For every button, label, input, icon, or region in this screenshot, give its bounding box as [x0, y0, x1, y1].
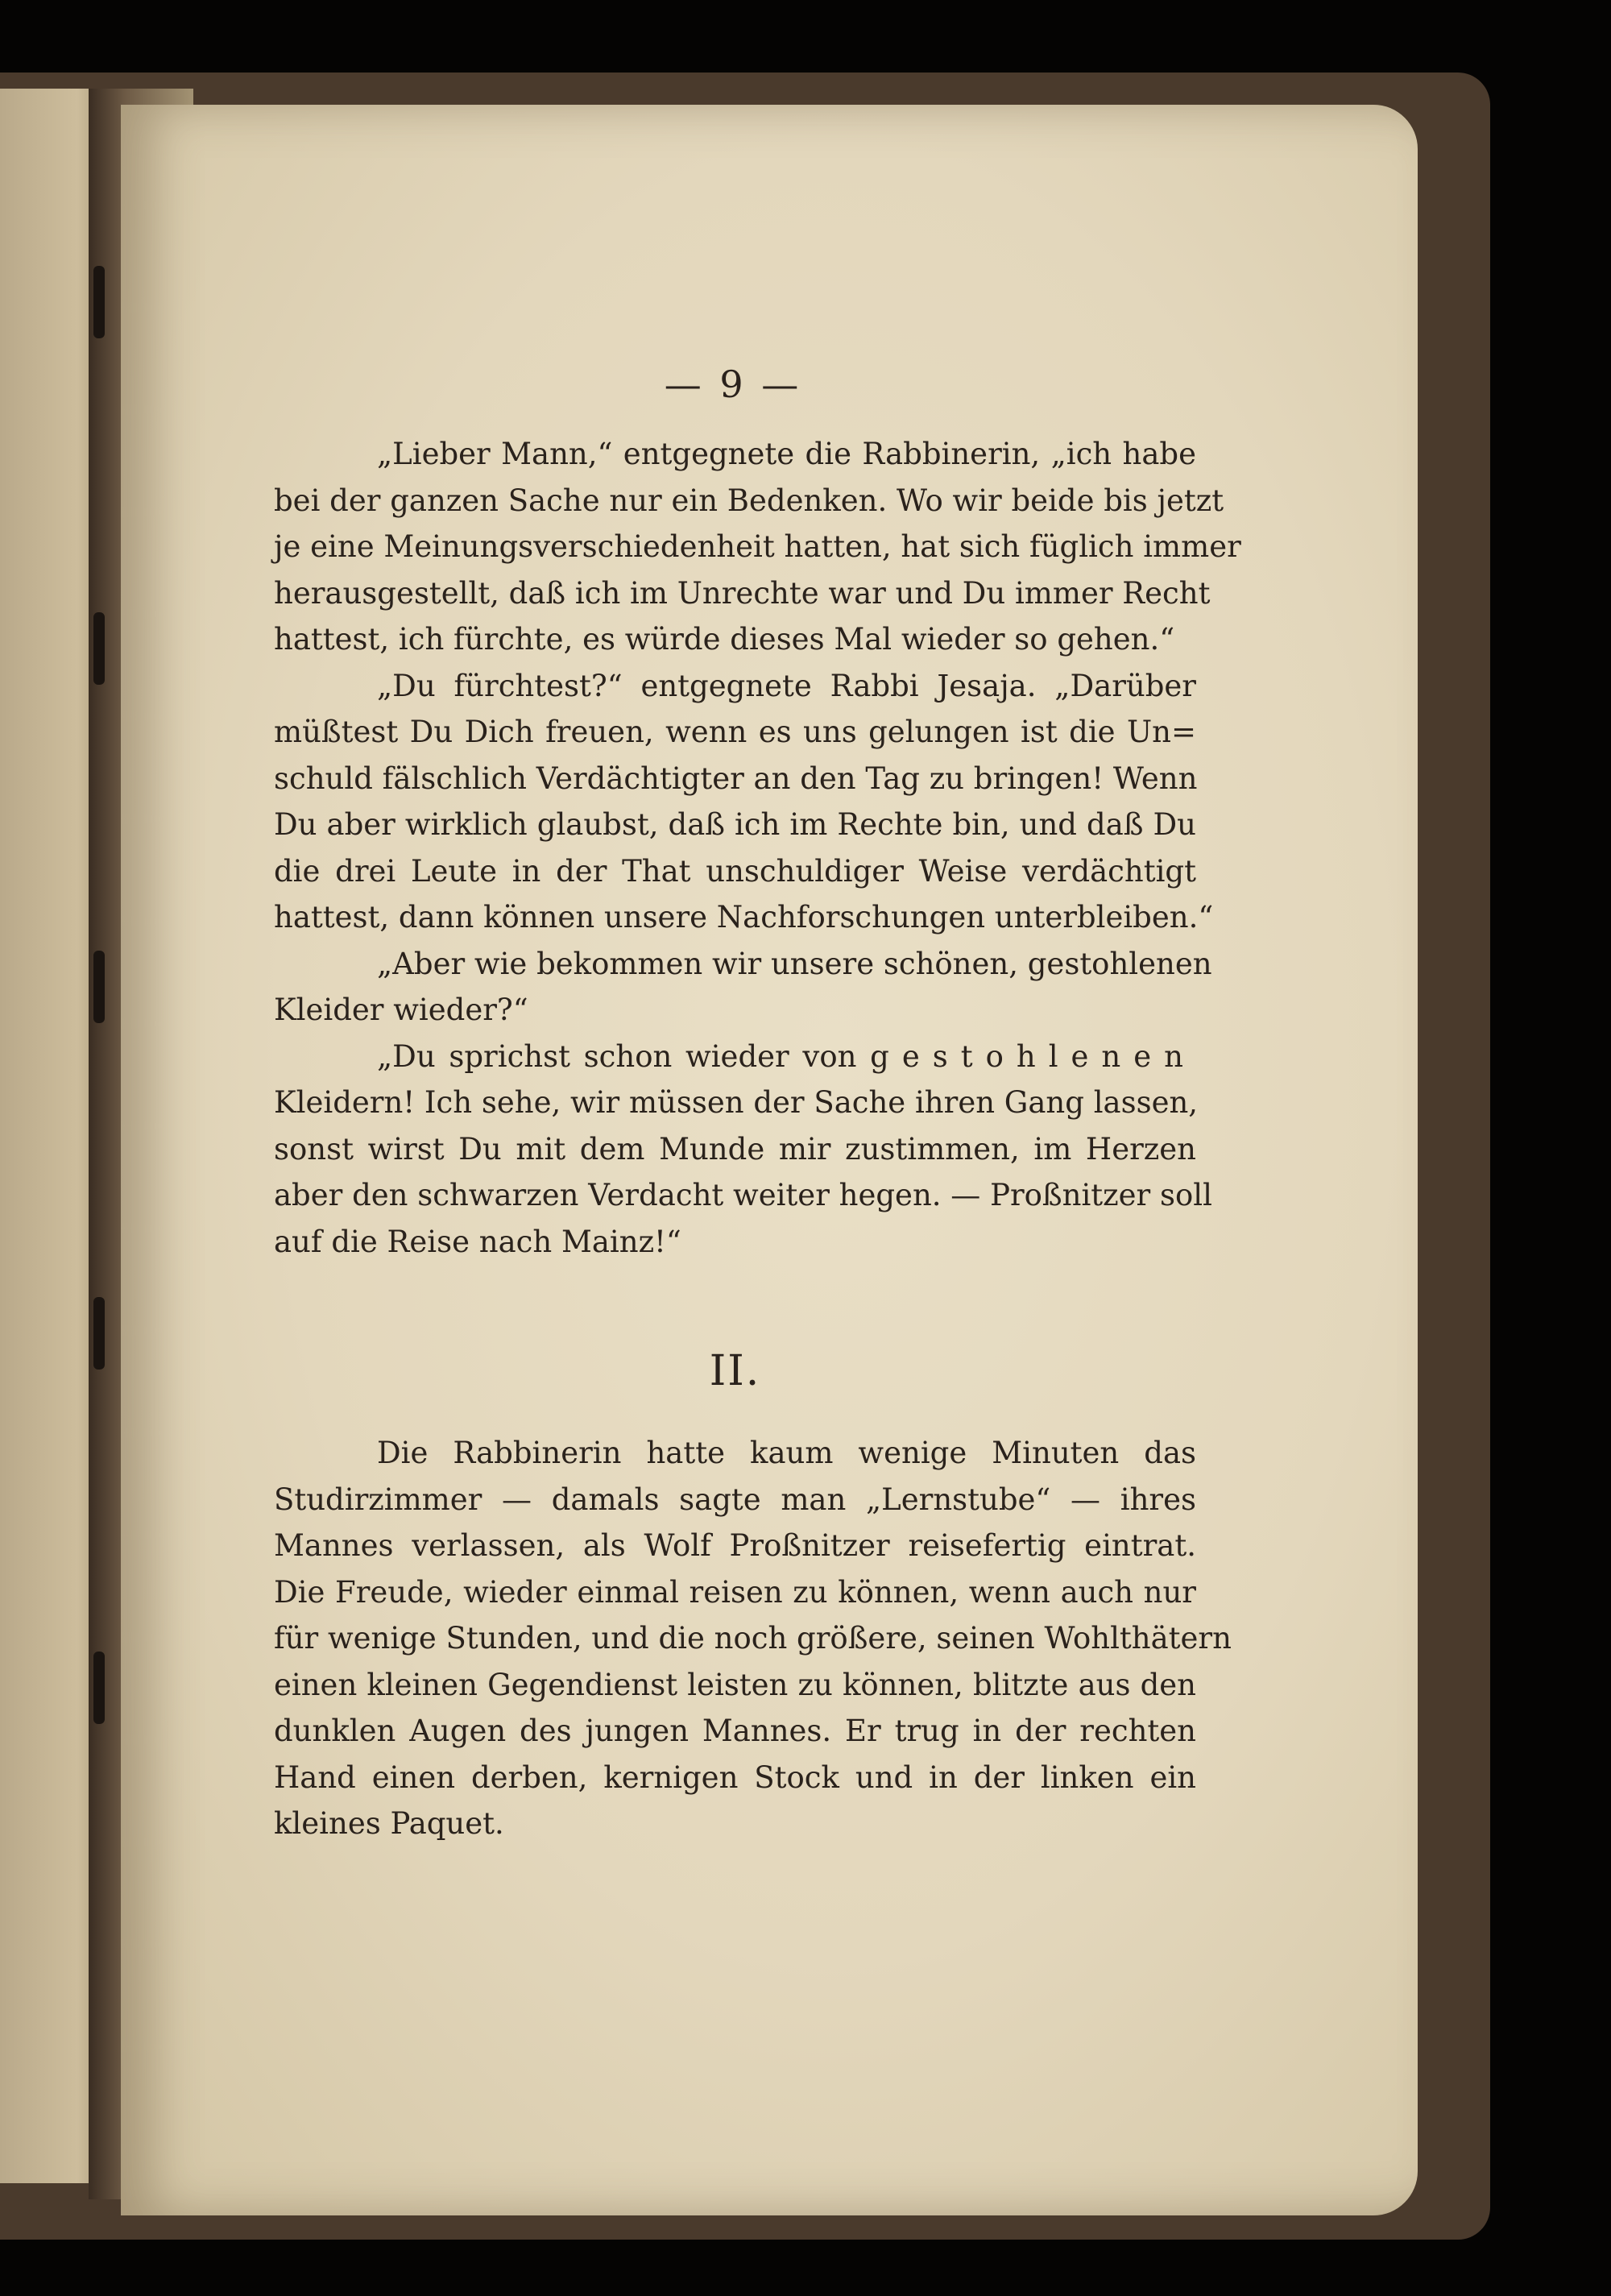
- binding-thread-mark: [93, 951, 105, 1023]
- text-line: kleines Paquet.: [274, 1806, 504, 1841]
- text-line: für wenige Stunden, und die noch größere, seinen Wohlthätern: [274, 1621, 1232, 1656]
- binding-thread-mark: [93, 612, 105, 685]
- text-line: Du aber wirklich glaubst, daß ich im Rechte bin, und daß Du: [274, 807, 1196, 842]
- text-line-with-spacing: [274, 1034, 1196, 1080]
- binding-thread-mark: [93, 1652, 105, 1724]
- text-line: hattest, dann können unsere Nachforschungen unterbleiben.“: [274, 900, 1214, 935]
- text-block-top: [274, 431, 1241, 1265]
- text-line: Kleider wieder?“: [274, 993, 528, 1027]
- text-block-bottom: [274, 1430, 1232, 1847]
- text-line: herausgestellt, daß ich im Unrechte war und Du immer Recht: [274, 575, 1211, 611]
- text-line: aber den schwarzen Verdacht weiter hegen. — Proßnitzer soll: [274, 1178, 1212, 1212]
- text-line: die drei Leute in der That unschuldiger Weise verdächtigt: [274, 853, 1196, 889]
- text-line: schuld fälschlich Verdächtigter an den Tag zu bringen! Wenn: [274, 760, 1198, 796]
- text-line: „Du fürchtest?“ entgegnete Rabbi Jesaja. „Darüber: [377, 668, 1196, 703]
- text-line: auf die Reise nach Mainz!“: [274, 1224, 681, 1259]
- text-line: „Aber wie bekommen wir unsere schönen, gestohlenen: [377, 946, 1212, 981]
- text-fragment: „Du sprichst schon wieder von: [377, 1038, 857, 1074]
- spaced-emphasis: gestohlenen: [870, 1038, 1196, 1074]
- section-heading: II.: [709, 1347, 761, 1395]
- text-line: Die Rabbinerin hatte kaum wenige Minuten das: [377, 1436, 1196, 1470]
- text-line: je eine Meinungsverschiedenheit hatten, hat sich füglich immer: [274, 529, 1241, 564]
- text-line: hattest, ich fürchte, es würde dieses Mal wieder so gehen.“: [274, 622, 1175, 657]
- text-line: Studirzimmer — damals sagte man „Lernstube“ — ihres: [274, 1482, 1196, 1517]
- text-line: Hand einen derben, kernigen Stock und in der linken ein: [274, 1759, 1196, 1795]
- binding-thread-mark: [93, 1297, 105, 1370]
- text-line: dunklen Augen des jungen Mannes. Er trug in der rechten: [274, 1714, 1196, 1748]
- text-line: Kleidern! Ich sehe, wir müssen der Sache ihren Gang lassen,: [274, 1085, 1199, 1120]
- text-line: Mannes verlassen, als Wolf Proßnitzer reisefertig eintrat.: [274, 1528, 1196, 1563]
- text-line: sonst wirst Du mit dem Munde mir zustimmen, im Herzen: [274, 1131, 1196, 1167]
- text-line: bei der ganzen Sache nur ein Bedenken. Wo wir beide bis jetzt: [274, 483, 1224, 518]
- text-line: müßtest Du Dich freuen, wenn es uns gelungen ist die Un=: [274, 715, 1196, 749]
- binding-thread-mark: [93, 266, 105, 338]
- text-line: „Lieber Mann,“ entgegnete die Rabbinerin, „ich habe: [377, 437, 1196, 471]
- text-line: Die Freude, wieder einmal reisen zu können, wenn auch nur: [274, 1574, 1196, 1610]
- page-number: — 9 —: [664, 363, 802, 406]
- text-line: einen kleinen Gegendienst leisten zu können, blitzte aus den: [274, 1667, 1196, 1702]
